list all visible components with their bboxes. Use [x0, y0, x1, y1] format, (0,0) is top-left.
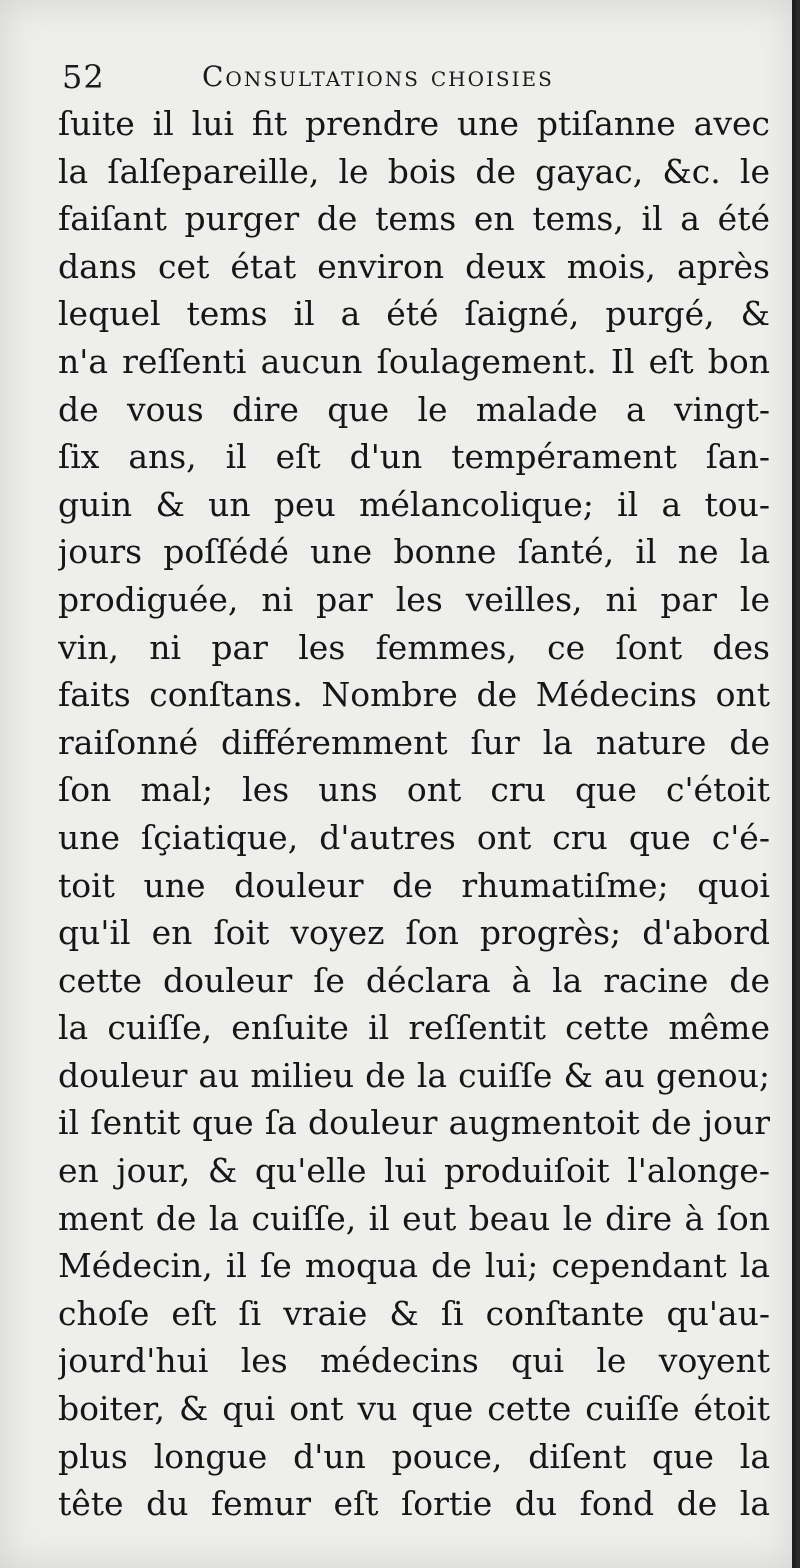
text-line: ſon mal; les uns ont cru que c'étoit	[58, 770, 770, 810]
text-line: faiſant purger de tems en tems, il a été	[58, 199, 770, 239]
text-line: de vous dire que le malade a vingt-	[58, 389, 770, 429]
body-text	[58, 100, 770, 1528]
text-line: jours poſſédé une bonne ſanté, il ne la	[58, 532, 770, 572]
text-line: dans cet état environ deux mois, après	[58, 246, 770, 286]
text-line: plus longue d'un pouce, diſent que la	[58, 1436, 770, 1476]
text-line: raiſonné différemment ſur la nature de	[58, 722, 770, 762]
text-line: prodiguée, ni par les veilles, ni par le	[58, 579, 770, 619]
page-edge	[792, 0, 796, 1568]
text-line: tête du femur eſt ſortie du fond de la	[58, 1484, 770, 1524]
text-line: la cuiſſe, enſuite il reſſentit cette même	[58, 1008, 770, 1048]
text-line: ment de la cuiſſe, il eut beau le dire à ſon	[58, 1198, 770, 1238]
text-line: toit une douleur de rhumatiſme; quoi	[58, 865, 770, 905]
text-line: lequel tems il a été ſaigné, purgé, &	[58, 294, 770, 334]
text-line: n'a reſſenti aucun ſoulagement. Il eſt bon	[58, 341, 770, 381]
text-line: guin & un peu mélancolique; il a tou-	[58, 484, 770, 524]
text-line: douleur au milieu de la cuiſſe & au genou;	[58, 1055, 770, 1095]
text-line: ſix ans, il eſt d'un tempérament ſan-	[58, 437, 770, 477]
text-line: faits conſtans. Nombre de Médecins ont	[58, 675, 770, 715]
page-header	[62, 58, 762, 98]
text-line: ſuite il lui fit prendre une ptiſanne avec	[58, 104, 770, 143]
text-line: choſe eſt ſi vraie & ſi conſtante qu'au-	[58, 1293, 770, 1333]
text-line: qu'il en ſoit voyez ſon progrès; d'abord	[58, 913, 770, 953]
text-line: une ſçiatique, d'autres ont cru que c'é-	[58, 817, 770, 857]
text-line: boiter, & qui ont vu que cette cuiſſe étoit	[58, 1389, 770, 1429]
text-line: jourd'hui les médecins qui le voyent	[58, 1341, 770, 1381]
text-line: vin, ni par les femmes, ce ſont des	[58, 627, 770, 667]
text-line: cette douleur ſe déclara à la racine de	[58, 960, 770, 1000]
text-line: la ſalſepareille, le bois de gayac, &c. le	[58, 151, 770, 191]
running-title: Consultations choisies	[202, 60, 554, 93]
text-line: en jour, & qu'elle lui produiſoit l'alonge-	[58, 1151, 770, 1191]
text-line: Médecin, il ſe moqua de lui; cependant la	[58, 1246, 770, 1286]
text-line: il ſentit que ſa douleur augmentoit de jour	[58, 1103, 770, 1143]
page-number: 52	[62, 58, 105, 96]
